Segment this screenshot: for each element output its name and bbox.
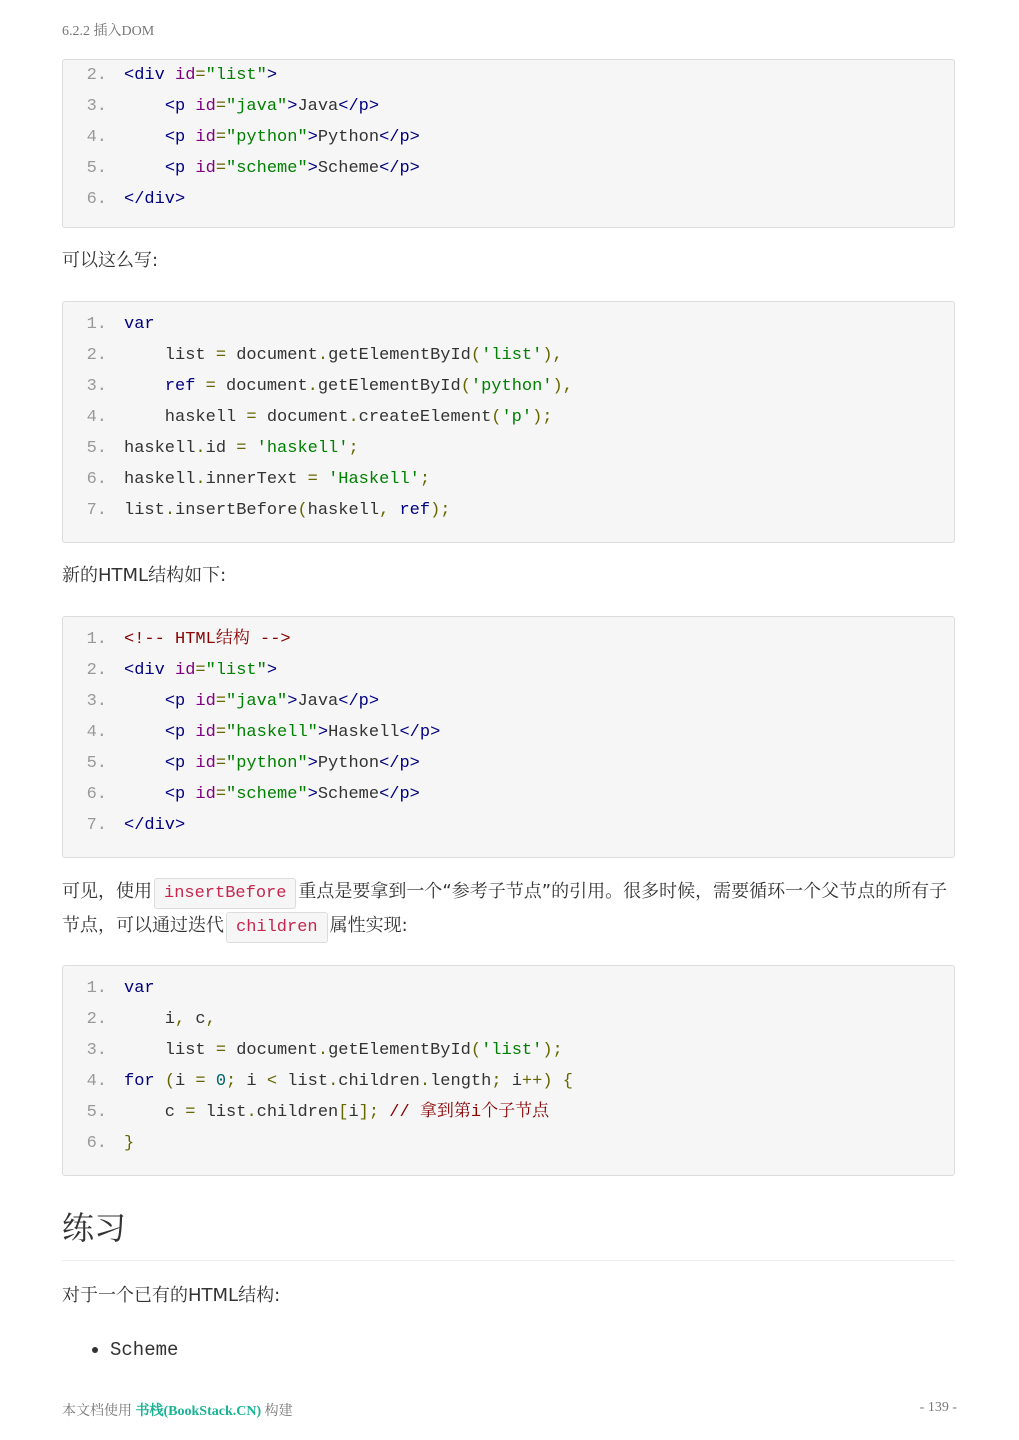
code-line [63,810,954,841]
code-line [63,402,954,433]
code-token: ), [552,377,573,396]
bullet-dot-icon [92,1347,98,1353]
code-token: document [226,346,318,365]
line-number: 1. [86,630,107,649]
code-token: > [307,128,318,147]
code-token: "list" [205,66,267,85]
line-number: 5. [86,159,107,178]
line-number: 2. [86,661,107,680]
code-token: "python" [226,128,308,147]
code-token: = [195,66,206,85]
code-token: = [215,346,227,365]
footer-prefix: 本文档使用 [62,1404,132,1419]
code-token: > [287,97,298,116]
code-token: > [266,661,278,680]
code-token: > [307,785,318,804]
code-token: . [328,1072,339,1091]
code-token: list [124,1041,216,1060]
code-token: Haskell [328,723,400,742]
code-token: id [195,723,216,742]
code-token: </p> [338,692,380,711]
line-number: 3. [86,1041,107,1060]
line-number: 5. [86,439,107,458]
code-token: children [256,1103,339,1122]
code-token: id [195,97,216,116]
code-token: ); [542,1041,563,1060]
code-token: [ [338,1103,349,1122]
footer-brand-link[interactable]: 书栈(BookStack.CN) [135,1404,262,1419]
code-token [246,439,256,458]
line-number: 6. [86,785,107,804]
code-token: = [215,754,227,773]
code-token: . [195,470,206,489]
code-token: ; [226,1072,237,1091]
code-token: ( [164,1072,176,1091]
code-token: id [175,661,196,680]
code-token: = [185,1103,196,1122]
paragraph-exercise-intro: 对于一个已有的HTML结构: [62,1285,281,1306]
code-token: ; [419,470,431,489]
code-token [124,159,165,178]
code-token: { [562,1072,573,1091]
code-token: document [215,377,308,396]
code-token: 'python' [470,377,553,396]
code-token: children [338,1072,420,1091]
line-number: 2. [86,1010,107,1029]
code-line [63,624,954,655]
code-token [553,1072,563,1091]
code-token: 'p' [501,408,533,427]
code-token: <p [164,97,196,116]
code-line [63,153,954,184]
code-line [63,495,954,526]
code-token [124,754,165,773]
line-number: 4. [86,128,107,147]
code-token: <div [124,661,176,680]
paragraph-insertbefore [62,875,955,943]
code-token: ); [430,501,451,520]
code-token [318,470,328,489]
paragraph-intro: 可以这么写: [62,250,159,271]
line-number: 2. [86,346,107,365]
code-token [124,377,165,396]
code-token: <p [164,159,196,178]
code-token: = [246,408,257,427]
code-token: list [124,346,216,365]
code-token: </p> [379,128,420,147]
code-token: getElementById [317,377,461,396]
code-line [63,779,954,810]
code-line [63,655,954,686]
code-token: i [236,1072,267,1091]
code-block-2 [62,301,955,543]
line-number: 1. [86,315,107,334]
code-token: "scheme" [226,785,308,804]
code-token: . [317,1041,329,1060]
line-number: 4. [86,1072,107,1091]
line-number: 6. [86,190,107,209]
code-token [124,128,165,147]
code-token: id [205,439,237,458]
code-block-3 [62,616,955,858]
code-token: for [124,1072,155,1091]
code-token: 'Haskell' [328,470,420,489]
code-token: "list" [205,661,267,680]
code-token: list [277,1072,329,1091]
code-token: = [215,723,227,742]
code-token: </p> [379,785,420,804]
code-token: Java [297,97,339,116]
code-token: createElement [358,408,492,427]
code-token: id [195,159,216,178]
code-token: innerText [205,470,308,489]
list-item-text: Scheme [110,1339,179,1361]
code-token [206,1072,216,1091]
code-token: <p [164,128,196,147]
code-line [63,748,954,779]
code-token: ]; [358,1103,380,1122]
code-line [63,122,954,153]
code-token: ref [399,501,431,520]
paragraph-text-1: 可见，使用 [62,881,152,902]
code-token: <!-- HTML结构 --> [124,630,291,649]
code-token: ( [491,408,502,427]
code-token: insertBefore [175,501,298,520]
code-token: 'list' [481,346,543,365]
code-token: = [195,661,206,680]
code-token: length [430,1072,492,1091]
line-number: 2. [86,66,107,85]
paragraph-new-structure: 新的HTML结构如下: [62,565,227,586]
code-token: ref [164,377,196,396]
code-token: haskell [307,501,380,520]
code-token: var [124,979,155,998]
code-block-4 [62,965,955,1176]
code-token: , [175,1010,186,1029]
code-token [124,723,165,742]
code-token: ( [460,377,471,396]
code-token: Java [297,692,339,711]
code-token: 'haskell' [256,439,349,458]
code-line [63,686,954,717]
code-line [63,309,954,340]
code-token: </p> [379,754,420,773]
code-line [63,464,954,495]
code-token: Scheme [317,159,380,178]
line-number: 7. [86,501,107,520]
code-line [63,91,954,122]
code-token: <p [164,754,196,773]
code-line [63,717,954,748]
code-token: = [215,128,227,147]
page-number: - 139 - [919,1400,957,1415]
line-number: 3. [86,377,107,396]
code-token: list [195,1103,247,1122]
code-token: < [266,1072,278,1091]
code-token: </p> [379,159,420,178]
code-token: ); [532,408,553,427]
code-token: "scheme" [226,159,308,178]
code-token: = [205,377,216,396]
inline-code-insertbefore: insertBefore [154,878,296,909]
code-line [63,1035,954,1066]
code-line [63,184,954,215]
code-token: } [124,1134,135,1153]
code-token: . [307,377,318,396]
code-token: . [246,1103,257,1122]
code-token: <div [124,66,176,85]
code-token: = [307,470,318,489]
paragraph-text-3: 属性实现: [329,915,408,936]
code-line [63,371,954,402]
code-token: </div> [124,190,186,209]
line-number: 5. [86,1103,107,1122]
line-number: 6. [86,1134,107,1153]
code-token: document [226,1041,318,1060]
code-token: <p [164,723,196,742]
code-token: ; [348,439,359,458]
code-token: . [164,501,176,520]
code-token: . [317,346,329,365]
line-number: 3. [86,692,107,711]
line-number: 5. [86,754,107,773]
code-line [63,1004,954,1035]
code-line [63,60,954,91]
code-token: i [124,1010,176,1029]
code-token: , [205,1010,216,1029]
code-token: document [256,408,349,427]
code-token: . [419,1072,431,1091]
code-token [195,377,205,396]
code-token: id [195,754,216,773]
code-token: . [195,439,206,458]
line-number: 1. [86,979,107,998]
code-token: id [195,785,216,804]
line-number: 6. [86,470,107,489]
code-token: c [124,1103,186,1122]
code-token: > [266,66,278,85]
code-token: = [236,439,247,458]
bullet-list [62,1335,178,1365]
code-token: = [215,785,227,804]
code-token: "haskell" [226,723,318,742]
code-token: ++) [521,1072,553,1091]
code-token: "python" [226,754,308,773]
code-token: id [175,66,196,85]
code-block-1 [62,59,955,228]
code-token: haskell [124,470,196,489]
code-token [124,97,165,116]
code-token: "java" [226,97,288,116]
code-token: ( [470,346,482,365]
code-token: > [287,692,298,711]
code-token: "java" [226,692,288,711]
code-token: // 拿到第i个子节点 [389,1103,550,1122]
code-token: <p [164,692,196,711]
code-token: list [124,501,165,520]
line-number: 4. [86,408,107,427]
code-line [63,1097,954,1128]
code-line [63,1066,954,1097]
section-heading-exercise: 练习 [62,1203,955,1261]
code-token: = [215,1041,227,1060]
code-token: <p [164,785,196,804]
code-token: Python [317,754,380,773]
list-item [62,1335,178,1365]
code-token: haskell [124,439,196,458]
code-token [155,1072,165,1091]
code-token: . [348,408,359,427]
code-token: haskell [124,408,247,427]
code-token: </div> [124,816,186,835]
code-token: i [348,1103,359,1122]
code-token: getElementById [328,346,471,365]
code-token: i [501,1072,522,1091]
code-token: i [175,1072,196,1091]
running-head: 6.2.2 插入DOM [62,24,155,39]
code-token: 'list' [481,1041,543,1060]
code-token [124,785,165,804]
code-token: > [317,723,329,742]
code-line [63,433,954,464]
code-token: getElementById [328,1041,471,1060]
code-token [124,692,165,711]
code-token: = [215,159,227,178]
paragraph-text-2: 重点是要拿到一个“参考子节点”的引用。很多时候，需要循环一个父节点的所有子节点，可以通过迭代 [62,881,948,936]
footer-credit [62,1400,293,1420]
code-token: = [195,1072,206,1091]
inline-code-children: children [226,912,328,943]
code-token: </p> [399,723,441,742]
code-token: , [379,501,390,520]
code-token: var [124,315,155,334]
code-token [389,501,399,520]
line-number: 4. [86,723,107,742]
code-line [63,1128,954,1159]
code-token: = [215,692,227,711]
footer-suffix: 构建 [264,1404,293,1419]
code-token: > [307,159,318,178]
code-token: 0 [215,1072,227,1091]
code-token: id [195,692,216,711]
code-token: </p> [338,97,380,116]
code-token: ( [470,1041,482,1060]
code-line [63,340,954,371]
line-number: 7. [86,816,107,835]
line-number: 3. [86,97,107,116]
code-token: ( [297,501,308,520]
code-token: c [185,1010,206,1029]
code-token: > [307,754,318,773]
code-token: Python [317,128,380,147]
code-token: ), [542,346,563,365]
code-token: ; [491,1072,502,1091]
code-token: = [215,97,227,116]
code-token: Scheme [317,785,380,804]
code-token: id [195,128,216,147]
code-line [63,973,954,1004]
code-token [379,1103,389,1122]
